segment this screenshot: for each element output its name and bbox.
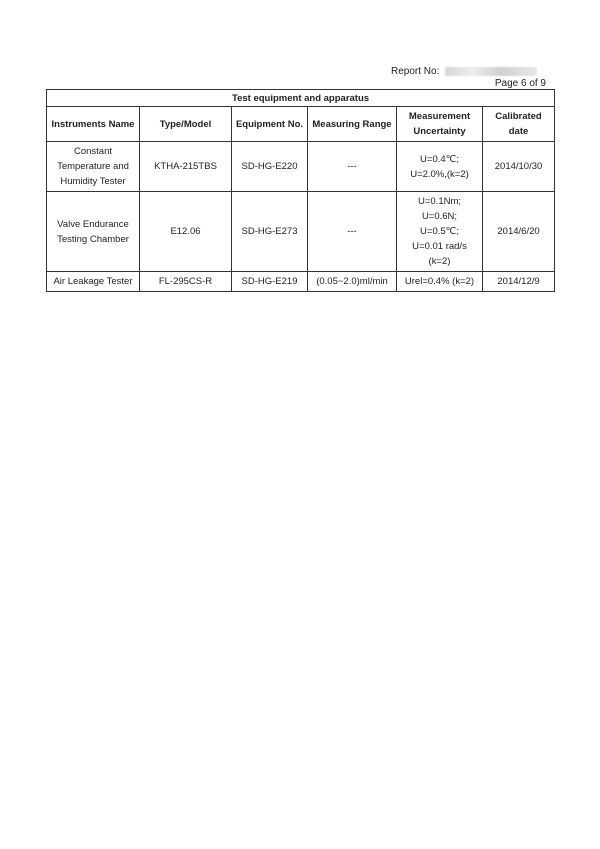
- cell-uncertainty: [397, 272, 483, 292]
- cell-line: Constant: [73, 146, 113, 157]
- table-row: [47, 192, 555, 272]
- cell-equipment-no: SD-HG-E273: [232, 192, 308, 272]
- cell-type-model: E12.06: [140, 192, 232, 272]
- test-equipment-table: [46, 89, 555, 292]
- cell-equipment-no: SD-HG-E219: [232, 272, 308, 292]
- header-line: No.: [287, 118, 304, 130]
- column-header-type-model: [140, 107, 232, 142]
- cell-type-model: FL-295CS-R: [140, 272, 232, 292]
- cell-line: U=0.01 rad/s: [412, 241, 467, 252]
- cell-measuring-range: (0.05~2.0)ml/min: [308, 272, 397, 292]
- report-number: [391, 66, 537, 77]
- report-no-label: Report No:: [391, 66, 440, 77]
- table-header-row: [47, 107, 555, 142]
- column-header-instruments-name: [47, 107, 140, 142]
- header-line: Equipment: [235, 118, 286, 130]
- cell-instrument-name: [47, 192, 140, 272]
- cell-line: Urel=0.4% (k=2): [404, 276, 475, 287]
- header-line: Type/Model: [159, 118, 212, 130]
- cell-line: Air Leakage Tester: [53, 276, 133, 287]
- cell-line: U=0.6N;: [421, 211, 458, 222]
- header-line: Name: [108, 118, 135, 130]
- header-line: Instruments: [51, 118, 106, 130]
- table-row: [47, 142, 555, 192]
- header-line: date: [508, 126, 529, 137]
- table-title-row: [47, 90, 555, 107]
- cell-type-model: KTHA-215TBS: [140, 142, 232, 192]
- cell-calibrated-date: 2014/12/9: [483, 272, 555, 292]
- header-line: Measuring: [312, 118, 360, 130]
- cell-calibrated-date: 2014/10/30: [483, 142, 555, 192]
- cell-line: U=0.5℃;: [420, 226, 459, 237]
- header-line: Uncertainty: [413, 126, 466, 137]
- column-header-measuring-range: [308, 107, 397, 142]
- cell-equipment-no: SD-HG-E220: [232, 142, 308, 192]
- cell-line: U=0.4℃;: [420, 153, 459, 165]
- cell-line: Humidity Tester: [60, 176, 126, 187]
- cell-instrument-name: [47, 142, 140, 192]
- cell-line: Testing Chamber: [57, 233, 129, 245]
- header-line: Range: [362, 118, 392, 130]
- column-header-calibrated-date: [483, 107, 555, 142]
- table-row: [47, 272, 555, 292]
- cell-measuring-range: ---: [308, 192, 397, 272]
- cell-uncertainty: [397, 142, 483, 192]
- table-title: Test equipment and apparatus: [47, 90, 555, 107]
- cell-line: Temperature and: [57, 161, 129, 172]
- cell-line: (k=2): [428, 256, 451, 267]
- column-header-equipment-no: [232, 107, 308, 142]
- cell-line: Valve Endurance: [57, 218, 129, 230]
- column-header-measurement-uncertainty: [397, 107, 483, 142]
- cell-uncertainty: [397, 192, 483, 272]
- header-line: Calibrated: [495, 111, 542, 122]
- header-line: Measurement: [408, 111, 471, 122]
- cell-line: U=2.0%,(k=2): [410, 168, 469, 180]
- cell-measuring-range: ---: [308, 142, 397, 192]
- cell-line: U=0.1Nm;: [417, 196, 462, 207]
- redacted-report-number: [445, 67, 537, 76]
- page-number: Page 6 of 9: [494, 78, 546, 89]
- cell-calibrated-date: 2014/6/20: [483, 192, 555, 272]
- cell-instrument-name: [47, 272, 140, 292]
